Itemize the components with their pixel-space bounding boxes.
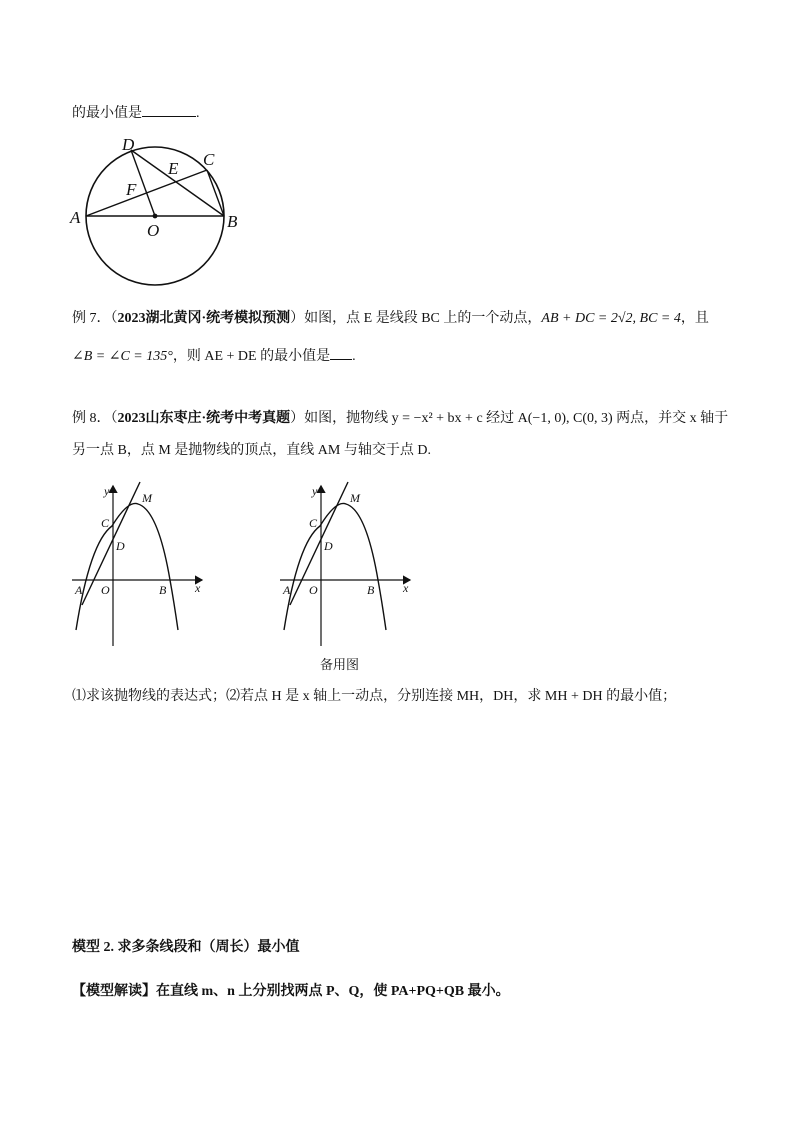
answer-blank: [142, 102, 196, 117]
label-y: y: [104, 484, 110, 498]
label-F: F: [126, 180, 137, 199]
parabola-graph-main: [70, 480, 210, 650]
label-B: B: [159, 583, 167, 597]
ex6-question-text: 的最小值是: [72, 106, 142, 121]
ex7-prefix: 例 7．（: [72, 311, 118, 326]
model2-reading: [72, 982, 510, 1002]
label-O: O: [309, 583, 318, 597]
ex8-line1: [72, 409, 728, 429]
ex6-answer-line: [72, 102, 200, 124]
ex7-text: ）如图，点 E 是线段 BC 上的一个动点，: [290, 311, 542, 326]
circle-figure: [66, 130, 256, 290]
ex7-question: ，则 AE + DE 的最小值是: [172, 349, 331, 364]
model2-reading-label: 【模型解读】: [72, 984, 156, 999]
label-A: A: [70, 208, 81, 227]
label-M: M: [350, 491, 360, 505]
ex7-condition2: ∠B = ∠C = 135°: [72, 349, 173, 364]
label-C: C: [309, 516, 318, 530]
parabola-graph-spare: [278, 480, 418, 650]
label-D: D: [324, 539, 333, 553]
ex8-source: 2023山东枣庄·统考中考真题: [117, 411, 291, 426]
model2-title: 模型 2. 求多条线段和（周长）最小值: [72, 940, 300, 955]
line-AM: [82, 482, 140, 605]
label-M: M: [142, 491, 152, 505]
ex8-prefix: 例 8．（: [72, 411, 118, 426]
label-x: x: [195, 581, 201, 595]
ex8-text: ）如图，抛物线 y = −x² + bx + c 经过 A(−1, 0), C(0, 3) 两点，并交 x 轴于: [290, 411, 729, 426]
model2-reading-text: 在直线 m、n 上分别找两点 P、Q，使 PA+PQ+QB 最小。: [156, 984, 510, 999]
label-C: C: [203, 150, 215, 169]
label-x: x: [403, 581, 409, 595]
label-y: y: [312, 484, 318, 498]
label-A: A: [75, 583, 83, 597]
ex7-line1-end: ，且: [680, 311, 709, 326]
label-B: B: [367, 583, 375, 597]
ex7-line1: [72, 309, 709, 329]
label-D: D: [122, 135, 135, 154]
line-AM: [290, 482, 348, 605]
label-O: O: [147, 221, 160, 240]
parabola-curve: [284, 503, 386, 630]
ex6-period: .: [196, 106, 200, 121]
label-B: B: [227, 212, 238, 231]
ex8-text2: 另一点 B，点 M 是抛物线的顶点，直线 AM 与轴交于点 D.: [72, 443, 431, 458]
label-C: C: [101, 516, 110, 530]
label-A: A: [283, 583, 291, 597]
ex8-question: ⑴求该抛物线的表达式；⑵若点 H 是 x 轴上一动点，分别连接 MH，DH，求 MH + DH 的最小值；: [72, 689, 677, 704]
spare-figure-caption: 备用图: [320, 657, 360, 672]
label-D: D: [116, 539, 125, 553]
chord-CB: [207, 170, 224, 216]
ex8-line2: [72, 441, 431, 461]
parabola-curve: [76, 503, 178, 630]
ex7-line2: [72, 345, 356, 367]
label-E: E: [168, 159, 179, 178]
answer-blank: [330, 345, 352, 360]
label-O: O: [101, 583, 110, 597]
ex7-source: 2023湖北黄冈·统考模拟预测: [117, 311, 291, 326]
ex7-condition1: AB + DC = 2√2, BC = 4: [541, 311, 681, 326]
ex7-period: .: [352, 349, 356, 364]
center-point: [153, 214, 158, 219]
